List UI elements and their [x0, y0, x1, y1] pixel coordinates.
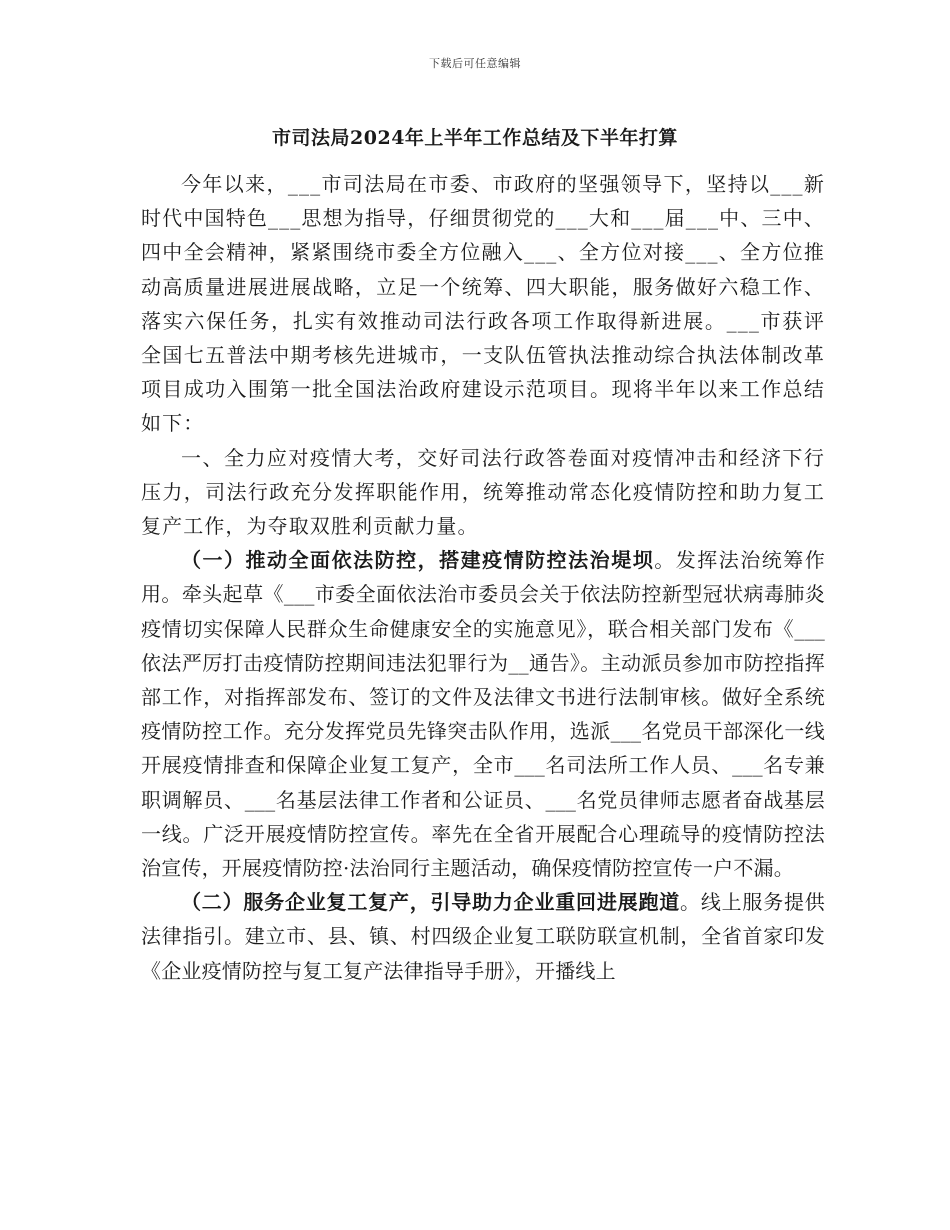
item-two-heading: （二）服务企业复工复产，引导助力企业重回进展跑道	[181, 890, 681, 915]
document-title: 市司法局2024年上半年工作总结及下半年打算	[272, 127, 678, 149]
item-one-body: 。发挥法治统筹作用。牵头起草《___市委全面依法治市委员会关于依法防控新型冠状病毒肺炎疫情切实保障人民群众生命健康安全的实施意见》，联合相关部门发布《___依法严厉打击疫情防控期间违法犯罪行为__通告》。主动派员参加市防控指挥部工作，对指挥部发布、签订的文件及法律文书进行法制审核。做好全系统疫情防控工作。充分发挥党员先锋突击队作用，选派___名党员干部深化一线开展疫情排查和保障企业复工复产，全市___名司法所工作人员、___名专兼职调解员、___名基层法律工作者和公证员、___名党员律师志愿者奋战基层一线。广泛开展疫情防控宣传。率先在全省开展配合心理疏导的疫情防控法治宣传，开展疫情防控·法治同行主题活动，确保疫情防控宣传一户不漏。	[141, 548, 825, 881]
item-two-body: 。线上服务提供法律指引。建立市、县、镇、村四级企业复工联防联宣机制，全省首家印发《企业疫情防控与复工复产法律指导手册》，开播线上	[141, 890, 825, 983]
intro-paragraph: 今年以来，___市司法局在市委、市政府的坚强领导下，坚持以___新时代中国特色___思想为指导，仔细贯彻党的___大和___届___中、三中、四中全会精神，紧紧围绕市委全方位融入___、全方位对接___、全方位推动高质量进展进展战略，立足一个统筹、四大职能，服务做好六稳工作、落实六保任务，扎实有效推动司法行政各项工作取得新进展。___市获评全国七五普法中期考核先进城市，一支队伍管执法推动综合执法体制改革项目成功入围第一批全国法治政府建设示范项目。现将半年以来工作总结如下：	[141, 172, 825, 436]
header-note: 下载后可任意编辑	[429, 57, 521, 70]
item-two-paragraph	[141, 885, 825, 988]
item-one-paragraph	[141, 543, 825, 885]
item-one-heading: （一）推动全面依法防控，搭建疫情防控法治堤坝	[181, 548, 655, 573]
section-one-paragraph: 一、全力应对疫情大考，交好司法行政答卷面对疫情冲击和经济下行压力，司法行政充分发挥职能作用，统筹推动常态化疫情防控和助力复工复产工作，为夺取双胜利贡献力量。	[141, 445, 825, 539]
document-body	[141, 167, 825, 988]
